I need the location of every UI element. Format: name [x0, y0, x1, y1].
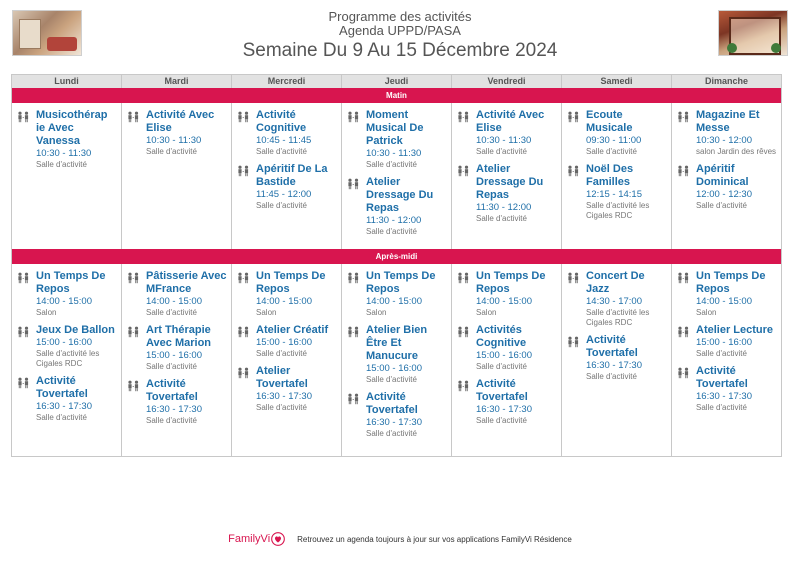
familyvi-logo-text: FamilyVi [228, 533, 271, 545]
activity-body [476, 324, 557, 372]
activity-place: Salle d'activité [476, 416, 527, 425]
day-header-row [12, 75, 781, 88]
activity-entry[interactable] [347, 109, 447, 170]
people-group-icon [17, 270, 31, 318]
activity-title: Un Temps De Repos [36, 270, 106, 295]
activity-time: 15:00 - 16:00 [146, 350, 202, 361]
activity-place: Salle d'activité [146, 362, 197, 371]
people-group-icon [347, 270, 361, 318]
activity-body [256, 163, 337, 211]
activity-place: Salle d'activité les Cigales RDC [586, 308, 650, 327]
activity-body [586, 163, 667, 221]
activity-body [256, 365, 337, 413]
activity-entry[interactable] [237, 270, 337, 318]
activity-body [256, 270, 337, 318]
activity-entry[interactable] [677, 324, 777, 359]
activity-time: 16:30 - 17:30 [146, 404, 202, 415]
day-header-vendredi: Vendredi [452, 75, 562, 88]
activity-body [586, 334, 667, 382]
activity-time: 14:00 - 15:00 [696, 296, 752, 307]
activity-time: 10:30 - 11:30 [146, 135, 202, 146]
activity-place: Salle d'activité [256, 201, 307, 210]
activity-body [366, 270, 447, 318]
activity-time: 16:30 - 17:30 [696, 391, 752, 402]
activity-body [476, 109, 557, 157]
activity-entry[interactable] [677, 365, 777, 413]
activity-time: 14:00 - 15:00 [256, 296, 312, 307]
activity-place: Salle d'activité les Cigales RDC [586, 201, 650, 220]
activity-entry[interactable] [127, 109, 227, 157]
activity-body [36, 324, 117, 369]
activity-place: Salle d'activité [586, 372, 637, 381]
activity-time: 10:30 - 11:30 [366, 148, 422, 159]
activity-place: Salle d'activité [366, 375, 417, 384]
activity-body [36, 270, 117, 318]
day-header-jeudi: Jeudi [342, 75, 452, 88]
people-group-icon [677, 365, 691, 413]
activity-entry[interactable] [237, 109, 337, 157]
activity-body [476, 378, 557, 426]
activity-body [366, 324, 447, 385]
activity-time: 12:15 - 14:15 [586, 189, 642, 200]
people-group-icon [17, 324, 31, 369]
activity-entry[interactable] [457, 324, 557, 372]
people-group-icon [127, 270, 141, 318]
activity-place: Salle d'activité [696, 403, 747, 412]
activity-body [146, 378, 227, 426]
activity-time: 11:30 - 12:00 [476, 202, 532, 213]
people-group-icon [457, 378, 471, 426]
people-group-icon [457, 324, 471, 372]
activity-entry[interactable] [457, 163, 557, 224]
activity-time: 14:00 - 15:00 [366, 296, 422, 307]
activity-title: Un Temps De Repos [256, 270, 326, 295]
cell-apm-mardi [122, 264, 232, 456]
activity-title: Atelier Créatif [256, 324, 329, 336]
cell-matin-jeudi [342, 103, 452, 249]
people-group-icon [677, 324, 691, 359]
activity-place: Salle d'activité [146, 416, 197, 425]
activity-body [366, 109, 447, 170]
activity-place: Salle d'activité [366, 429, 417, 438]
cell-matin-mercredi [232, 103, 342, 249]
activity-time: 16:30 - 17:30 [586, 360, 642, 371]
activity-entry[interactable] [457, 270, 557, 318]
activity-title: Magazine Et Messe [696, 109, 760, 134]
activity-title: Pâtisserie Avec MFrance [146, 270, 227, 295]
activity-entry[interactable] [567, 163, 667, 221]
people-group-icon [347, 324, 361, 385]
activity-place: Salle d'activité [256, 403, 307, 412]
day-header-mercredi: Mercredi [232, 75, 342, 88]
activity-entry[interactable] [347, 270, 447, 318]
activity-place: Salle d'activité [476, 362, 527, 371]
activity-time: 10:30 - 12:00 [696, 135, 752, 146]
activity-time: 09:30 - 11:00 [586, 135, 642, 146]
people-group-icon [457, 163, 471, 224]
people-group-icon [457, 270, 471, 318]
people-group-icon [17, 109, 31, 170]
activity-place: Salon [366, 308, 387, 317]
activity-title: Activité Avec Elise [146, 109, 215, 134]
activity-entry[interactable] [677, 163, 777, 211]
people-group-icon [127, 324, 141, 372]
activity-time: 14:30 - 17:00 [586, 296, 642, 307]
activity-title: Activité Tovertafel [696, 365, 748, 390]
footer-message: Retrouvez un agenda toujours à jour sur vos applications FamilyVi Résidence [297, 534, 572, 544]
people-group-icon [127, 378, 141, 426]
activity-title: Concert De Jazz [586, 270, 645, 295]
activity-place: Salle d'activité [696, 349, 747, 358]
section-bar-matin: Matin [12, 88, 781, 103]
people-group-icon [237, 109, 251, 157]
activity-title: Un Temps De Repos [476, 270, 546, 295]
activity-body [146, 270, 227, 318]
activity-place: Salon [476, 308, 497, 317]
activity-time: 16:30 - 17:30 [36, 401, 92, 412]
cell-matin-vendredi [452, 103, 562, 249]
title-agenda: Agenda UPPD/PASA [339, 23, 461, 38]
activity-entry[interactable] [567, 270, 667, 328]
activity-title: Activité Tovertafel [476, 378, 528, 403]
section-bar-apres-midi: Après-midi [12, 249, 781, 264]
activity-title: Atelier Tovertafel [256, 365, 308, 390]
activity-place: Salle d'activité [146, 308, 197, 317]
activity-title: Jeux De Ballon [36, 324, 115, 336]
cell-matin-mardi [122, 103, 232, 249]
people-group-icon [567, 109, 581, 157]
activity-time: 16:30 - 17:30 [366, 417, 422, 428]
activity-entry[interactable] [567, 334, 667, 382]
activity-entry[interactable] [237, 163, 337, 211]
activity-body [696, 163, 777, 211]
people-group-icon [567, 270, 581, 328]
cell-matin-dimanche [672, 103, 781, 249]
activity-title: Noël Des Familles [586, 163, 634, 188]
activity-body [256, 109, 337, 157]
activity-time: 15:00 - 16:00 [696, 337, 752, 348]
activity-title: Activité Tovertafel [146, 378, 198, 403]
people-group-icon [567, 334, 581, 382]
cell-matin-lundi [12, 103, 122, 249]
activity-place: Salle d'activité [36, 160, 87, 169]
activity-place: Salle d'activité [256, 349, 307, 358]
activity-body [366, 176, 447, 237]
people-group-icon [347, 391, 361, 439]
activity-title: Ecoute Musicale [586, 109, 633, 134]
activity-place: Salle d'activité [146, 147, 197, 156]
people-group-icon [237, 365, 251, 413]
people-group-icon [237, 163, 251, 211]
activity-title: Atelier Dressage Du Repas [366, 176, 434, 214]
activity-entry[interactable] [237, 365, 337, 413]
activity-entry[interactable] [347, 176, 447, 237]
familyvi-logo [228, 532, 285, 546]
people-group-icon [677, 109, 691, 157]
people-group-icon [237, 270, 251, 318]
activity-title: Atelier Dressage Du Repas [476, 163, 544, 201]
cell-matin-samedi [562, 103, 672, 249]
activity-body [366, 391, 447, 439]
activity-time: 10:30 - 11:30 [476, 135, 532, 146]
activity-entry[interactable] [567, 109, 667, 157]
activity-entry[interactable] [457, 378, 557, 426]
activity-body [476, 270, 557, 318]
people-group-icon [237, 324, 251, 359]
day-header-samedi: Samedi [562, 75, 672, 88]
activity-body [36, 109, 117, 170]
people-group-icon [347, 109, 361, 170]
activity-place: Salle d'activité [256, 147, 307, 156]
cell-apm-vendredi [452, 264, 562, 456]
page-header [0, 10, 800, 63]
activity-time: 11:45 - 12:00 [256, 189, 312, 200]
activity-entry[interactable] [17, 324, 117, 369]
activity-body [146, 324, 227, 372]
people-group-icon [457, 109, 471, 157]
activity-time: 15:00 - 16:00 [476, 350, 532, 361]
activity-time: 16:30 - 17:30 [476, 404, 532, 415]
people-group-icon [17, 375, 31, 423]
activity-title: Activité Tovertafel [586, 334, 638, 359]
activity-body [696, 109, 777, 157]
activity-place: Salle d'activité [476, 147, 527, 156]
activity-body [586, 109, 667, 157]
activity-entry[interactable] [237, 324, 337, 359]
activity-time: 10:45 - 11:45 [256, 135, 312, 146]
activity-time: 15:00 - 16:00 [36, 337, 92, 348]
activity-place: salon Jardin des rêves [696, 147, 777, 156]
activity-entry[interactable] [677, 270, 777, 318]
activity-entry[interactable] [127, 378, 227, 426]
day-header-mardi: Mardi [122, 75, 232, 88]
cell-apm-jeudi [342, 264, 452, 456]
activity-body [256, 324, 337, 359]
activity-title: Activité Cognitive [256, 109, 307, 134]
activity-time: 14:00 - 15:00 [476, 296, 532, 307]
cell-apm-lundi [12, 264, 122, 456]
cell-apm-samedi [562, 264, 672, 456]
people-group-icon [347, 176, 361, 237]
activity-title: Atelier Lecture [696, 324, 774, 336]
activity-place: Salle d'activité [366, 160, 417, 169]
activity-place: Salon [36, 308, 57, 317]
activity-title: Un Temps De Repos [696, 270, 766, 295]
activity-place: Salle d'activité [36, 413, 87, 422]
activity-place: Salle d'activité les Cigales RDC [36, 349, 100, 368]
activity-entry[interactable] [677, 109, 777, 157]
activity-time: 11:30 - 12:00 [366, 215, 422, 226]
activity-title: Apéritif De La Bastide [256, 163, 328, 188]
cell-apm-mercredi [232, 264, 342, 456]
row-matin [12, 103, 781, 249]
title-programme: Programme des activités [328, 9, 472, 24]
title-week: Semaine Du 9 Au 15 Décembre 2024 [242, 40, 558, 61]
activity-body [696, 270, 777, 318]
activity-time: 15:00 - 16:00 [366, 363, 422, 374]
activity-entry[interactable] [457, 109, 557, 157]
activity-body [696, 324, 777, 359]
activity-entry[interactable] [17, 375, 117, 423]
people-group-icon [567, 163, 581, 221]
activity-time: 12:00 - 12:30 [696, 189, 752, 200]
activity-place: Salle d'activité [476, 214, 527, 223]
activity-body [146, 109, 227, 157]
activity-time: 14:00 - 15:00 [36, 296, 92, 307]
activity-entry[interactable] [17, 109, 117, 170]
people-group-icon [677, 163, 691, 211]
activity-place: Salon [256, 308, 277, 317]
page-footer [0, 529, 800, 549]
activity-body [476, 163, 557, 224]
activity-body [696, 365, 777, 413]
day-header-dimanche: Dimanche [704, 76, 748, 86]
people-group-icon [127, 109, 141, 157]
activity-body [586, 270, 667, 328]
activity-place: Salle d'activité [696, 201, 747, 210]
activity-time: 10:30 - 11:30 [36, 148, 92, 159]
activity-entry[interactable] [127, 324, 227, 372]
people-group-icon [677, 270, 691, 318]
row-apres-midi [12, 264, 781, 456]
activity-entry[interactable] [347, 324, 447, 385]
activity-time: 16:30 - 17:30 [256, 391, 312, 402]
activity-title: Activités Cognitive [476, 324, 527, 349]
activity-entry[interactable] [347, 391, 447, 439]
activity-title: Activité Tovertafel [36, 375, 88, 400]
activity-place: Salon [696, 308, 717, 317]
heart-icon [271, 532, 285, 546]
day-header-lundi: Lundi [12, 75, 122, 88]
activity-entry[interactable] [17, 270, 117, 318]
activity-title: Moment Musical De Patrick [366, 109, 424, 147]
activity-title: Musicothérap ie Avec Vanessa [36, 109, 108, 147]
activity-title: Atelier Bien Être Et Manucure [366, 324, 428, 362]
activity-title: Apéritif Dominical [696, 163, 749, 188]
activity-body [36, 375, 117, 423]
activity-time: 15:00 - 16:00 [256, 337, 312, 348]
activity-title: Activité Tovertafel [366, 391, 418, 416]
activity-entry[interactable] [127, 270, 227, 318]
activity-title: Activité Avec Elise [476, 109, 545, 134]
weekly-schedule-grid [11, 74, 782, 457]
activity-title: Un Temps De Repos [366, 270, 436, 295]
activity-title: Art Thérapie Avec Marion [146, 324, 212, 349]
activity-time: 14:00 - 15:00 [146, 296, 202, 307]
activity-place: Salle d'activité [586, 147, 637, 156]
cell-apm-dimanche [672, 264, 781, 456]
activity-place: Salle d'activité [366, 227, 417, 236]
